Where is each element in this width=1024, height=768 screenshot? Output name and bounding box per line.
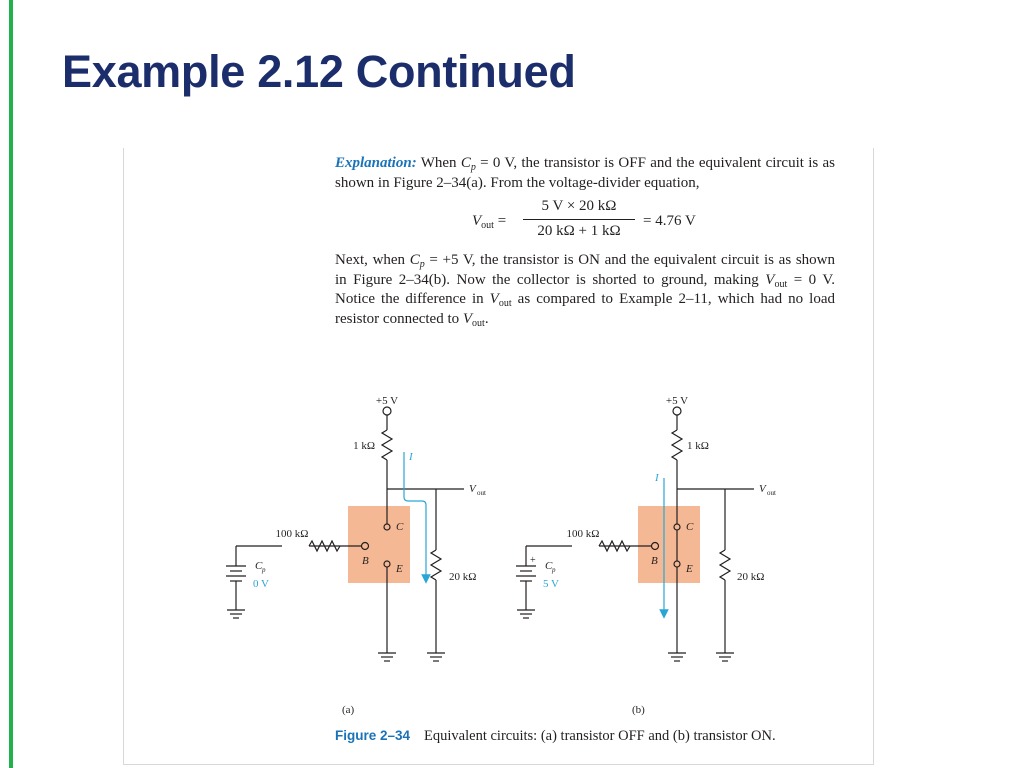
battery-plus-label-b: + [530,555,536,566]
r-collector-label-b: 1 kΩ [687,440,709,452]
vout-label-b: V [759,483,766,495]
r-base-label-b: 100 kΩ [566,528,600,540]
text-span: . [484,310,489,327]
text-span: = +5 V, the transistor is ON and the equivalent circuit is as shown in Figure 2–34(b). Now the collector is shorted to ground, making [335,252,835,288]
slide-accent-bar [9,0,13,768]
cp-label-a: C [255,560,263,572]
cp-value-a: 0 V [253,578,269,590]
emitter-label-b: E [686,563,693,575]
var-vout-sub: out [498,298,512,309]
figure-caption [335,728,776,745]
var-vout-sub: out [472,317,485,329]
ground-symbol [427,653,445,661]
current-label-b: I [655,472,659,484]
text-span: = 0 V, the transistor is OFF and the equivalent circuit is as shown in Figure 2–34(a). From the voltage-divider equation, [335,155,835,191]
vout-label-a: V [469,483,476,495]
equals-sign: = [493,213,507,229]
base-label-b: B [651,555,658,567]
resistor-1k-a [382,430,392,460]
resistor-20k-b [720,550,730,580]
var-vout-sub: out [774,278,788,290]
r-load-label-a: 20 kΩ [449,571,477,583]
ground-symbol [378,653,396,661]
equation-numerator: 5 V × 20 kΩ [523,197,635,220]
resistor-1k-b [672,430,682,460]
circuit-a [226,407,464,661]
ground-symbol [716,653,734,661]
var-vout: V [765,271,775,288]
r-load-label-b: 20 kΩ [737,571,765,583]
text-span: = 0 V. Notice the difference in [335,271,835,307]
collector-label-b: C [686,521,694,533]
var-vout-sub: out [481,220,494,231]
r-base-label-a: 100 kΩ [275,528,309,540]
cp-sub-b: p [552,566,556,574]
text-span: Next, when [335,252,410,268]
var-vout: V [489,291,499,307]
supply-label-b: +5 V [665,395,689,407]
resistor-20k-a [431,550,441,580]
panel-label-a: (a) [342,704,355,716]
equation-denominator: 20 kΩ + 1 kΩ [537,222,621,239]
var-vout: V [472,213,482,229]
emitter-label-a: E [396,563,403,575]
r-collector-label-a: 1 kΩ [353,440,375,452]
cp-sub-a: p [262,566,266,574]
circuit-figure [124,148,873,764]
circuit-b [516,407,754,661]
figure-caption-text: Equivalent circuits: (a) transistor OFF and (b) transistor ON. [424,728,776,744]
vout-sub-b: out [767,489,776,497]
figure-number: Figure 2–34 [335,728,411,743]
var-cp-sub: p [419,259,425,270]
supply-terminal-a [383,407,391,415]
text-span: When [416,155,461,171]
supply-label-a: +5 V [375,395,399,407]
var-cp: C [409,252,420,268]
ground-symbol [517,610,535,618]
collector-label-a: C [396,521,404,533]
var-vout: V [462,310,473,327]
current-label-a: I [409,451,413,463]
ground-symbol [227,610,245,618]
var-cp: C [460,155,471,171]
text-span: as compared to Example 2–11, which had no load resistor connected to [335,291,835,327]
explanation-lead: Explanation: [335,155,417,171]
vout-sub-a: out [477,489,486,497]
var-cp-sub: p [470,162,476,173]
base-label-a: B [362,555,369,567]
panel-label-b: (b) [632,704,645,716]
ground-symbol [668,653,686,661]
cp-label-b: C [545,560,553,572]
supply-terminal-b [673,407,681,415]
slide-title: Example 2.12 Continued [62,46,576,97]
cp-value-b: 5 V [543,578,559,590]
textbook-page [123,148,874,765]
equation-result: = 4.76 V [643,213,696,229]
